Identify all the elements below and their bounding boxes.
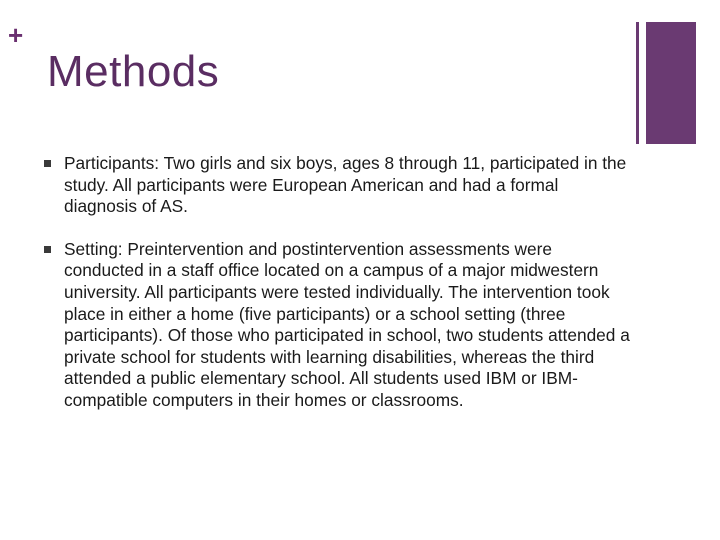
bullet-text: Setting: Preintervention and postintervention assessments were conducted in a staff office located on a campus of a major midwestern university. All participants were tested individually. The intervention took place in either a home (five participants) or a school setting (three participants). Of those who participated in school, two students attended a private school for students with learning disabilities, whereas the third attended a public elementary school. All students used IBM or IBM-compatible computers in their homes or classrooms. bbox=[64, 238, 630, 410]
list-item-participants bbox=[44, 153, 634, 218]
square-bullet-icon bbox=[44, 246, 51, 253]
plus-icon: + bbox=[8, 20, 24, 50]
slide-title: Methods bbox=[47, 47, 220, 96]
accent-thin-bar bbox=[636, 22, 639, 144]
bullet-list bbox=[44, 153, 634, 433]
list-item-setting bbox=[44, 239, 634, 412]
accent-bar bbox=[646, 22, 696, 144]
square-bullet-icon bbox=[44, 160, 51, 167]
bullet-text: Participants: Two girls and six boys, ages 8 through 11, participated in the study. All participants were European American and had a formal diagnosis of AS. bbox=[64, 153, 627, 217]
